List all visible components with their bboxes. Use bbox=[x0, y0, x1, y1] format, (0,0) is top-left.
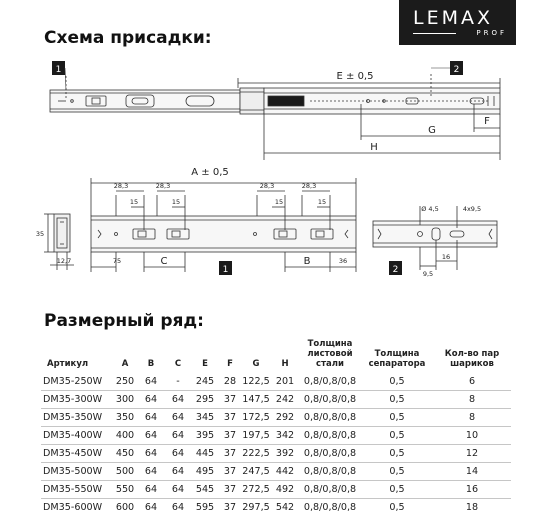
table-cell: 201 bbox=[271, 373, 299, 391]
table-row bbox=[41, 391, 511, 409]
table-cell: 350 bbox=[113, 409, 137, 427]
callout-1-text: 1 bbox=[56, 65, 62, 75]
table-cell: 450 bbox=[113, 445, 137, 463]
table-cell: 400 bbox=[113, 427, 137, 445]
table-cell: 64 bbox=[165, 409, 191, 427]
table-cell: 64 bbox=[137, 481, 165, 499]
col-header-article: Артикул bbox=[41, 339, 113, 373]
table-cell: 197,5 bbox=[241, 427, 271, 445]
table-cell: 392 bbox=[271, 445, 299, 463]
table-cell: 64 bbox=[165, 427, 191, 445]
col-header-c: C bbox=[165, 339, 191, 373]
table-cell: 64 bbox=[165, 463, 191, 481]
table-cell: 492 bbox=[271, 481, 299, 499]
table-cell: 0,5 bbox=[361, 499, 433, 516]
table-cell: 16 bbox=[433, 481, 511, 499]
table-cell: 242 bbox=[271, 391, 299, 409]
table-cell: 37 bbox=[219, 391, 241, 409]
table-cell: DM35-450W bbox=[41, 445, 113, 463]
table-cell: 37 bbox=[219, 463, 241, 481]
table-cell: 37 bbox=[219, 481, 241, 499]
col-header-separator: Толщина сепаратора bbox=[361, 339, 433, 373]
table-cell: 64 bbox=[137, 463, 165, 481]
extended-slide-drawing bbox=[50, 88, 500, 114]
table-cell: 147,5 bbox=[241, 391, 271, 409]
dim-16: 16 bbox=[442, 253, 450, 261]
col-header-balls: Кол-во пар шариков bbox=[433, 339, 511, 373]
table-cell: 550 bbox=[113, 481, 137, 499]
table-cell: 64 bbox=[165, 391, 191, 409]
dim-12-7: 12,7 bbox=[57, 257, 71, 265]
table-cell: 292 bbox=[271, 409, 299, 427]
table-cell: 8 bbox=[433, 409, 511, 427]
mounting-rail-drawing bbox=[91, 216, 356, 252]
table-cell: 250 bbox=[113, 373, 137, 391]
table-cell: 37 bbox=[219, 445, 241, 463]
table-cell: 442 bbox=[271, 463, 299, 481]
table-cell: 295 bbox=[191, 391, 219, 409]
table-cell: 172,5 bbox=[241, 409, 271, 427]
table-cell: DM35-300W bbox=[41, 391, 113, 409]
table-cell: 545 bbox=[191, 481, 219, 499]
table-cell: 0,5 bbox=[361, 481, 433, 499]
dim-e: E ± 0,5 bbox=[337, 71, 374, 82]
table-cell: 0,8/0,8/0,8 bbox=[299, 373, 361, 391]
table-cell: 37 bbox=[219, 409, 241, 427]
table-cell: - bbox=[165, 373, 191, 391]
table-cell: 0,5 bbox=[361, 391, 433, 409]
dim-b: B bbox=[304, 256, 311, 267]
table-cell: DM35-250W bbox=[41, 373, 113, 391]
table-header-row bbox=[41, 339, 511, 373]
table-cell: 0,8/0,8/0,8 bbox=[299, 391, 361, 409]
table-row bbox=[41, 499, 511, 516]
table-cell: DM35-600W bbox=[41, 499, 113, 516]
table-cell: 272,5 bbox=[241, 481, 271, 499]
dim-28-3-c: 28,3 bbox=[260, 182, 274, 190]
dim-15-c: 15 bbox=[275, 198, 283, 206]
table-cell: 0,8/0,8/0,8 bbox=[299, 427, 361, 445]
table-cell: 395 bbox=[191, 427, 219, 445]
table-cell: 297,5 bbox=[241, 499, 271, 516]
table-cell: 0,5 bbox=[361, 409, 433, 427]
rail-cross-section bbox=[54, 214, 70, 252]
table-cell: 345 bbox=[191, 409, 219, 427]
table-cell: 300 bbox=[113, 391, 137, 409]
dim-28-3-a: 28,3 bbox=[114, 182, 128, 190]
table-cell: 0,5 bbox=[361, 445, 433, 463]
table-cell: 37 bbox=[219, 427, 241, 445]
table-cell: 122,5 bbox=[241, 373, 271, 391]
dim-15-a: 15 bbox=[130, 198, 138, 206]
table-cell: 6 bbox=[433, 373, 511, 391]
table-cell: 64 bbox=[165, 481, 191, 499]
table-row bbox=[41, 427, 511, 445]
dim-15-b: 15 bbox=[172, 198, 180, 206]
dim-f: F bbox=[484, 116, 490, 127]
col-header-f: F bbox=[219, 339, 241, 373]
table-row bbox=[41, 463, 511, 481]
bracket-drawing bbox=[373, 221, 497, 247]
table-cell: 245 bbox=[191, 373, 219, 391]
table-cell: 64 bbox=[165, 445, 191, 463]
table-cell: 14 bbox=[433, 463, 511, 481]
table-row bbox=[41, 409, 511, 427]
table-cell: 8 bbox=[433, 391, 511, 409]
table-cell: 64 bbox=[137, 445, 165, 463]
logo-wordmark: LEMAX bbox=[413, 7, 493, 29]
col-header-b: B bbox=[137, 339, 165, 373]
table-cell: 0,8/0,8/0,8 bbox=[299, 409, 361, 427]
table-cell: DM35-500W bbox=[41, 463, 113, 481]
table-cell: 222,5 bbox=[241, 445, 271, 463]
dim-28-3-b: 28,3 bbox=[156, 182, 170, 190]
dim-36: 36 bbox=[339, 257, 347, 265]
size-table bbox=[41, 339, 511, 516]
table-cell: 247,5 bbox=[241, 463, 271, 481]
table-cell: 0,8/0,8/0,8 bbox=[299, 463, 361, 481]
table-cell: DM35-400W bbox=[41, 427, 113, 445]
table-cell: 595 bbox=[191, 499, 219, 516]
dim-hole: Ø 4,5 bbox=[421, 205, 439, 213]
table-cell: 10 bbox=[433, 427, 511, 445]
table-cell: 28 bbox=[219, 373, 241, 391]
section-title-scheme: Схема присадки: bbox=[44, 28, 212, 48]
table-cell: 445 bbox=[191, 445, 219, 463]
table-row bbox=[41, 445, 511, 463]
table-cell: 64 bbox=[165, 499, 191, 516]
dim-a: A ± 0,5 bbox=[191, 167, 228, 178]
dim-h: H bbox=[370, 142, 378, 153]
dim-c: C bbox=[161, 256, 168, 267]
callout-2b-text: 2 bbox=[393, 265, 399, 275]
dim-slot: 4x9,5 bbox=[463, 205, 481, 213]
table-cell: 64 bbox=[137, 409, 165, 427]
col-header-steel: Толщина листовой стали bbox=[299, 339, 361, 373]
table-cell: 18 bbox=[433, 499, 511, 516]
table-cell: 37 bbox=[219, 499, 241, 516]
table-row bbox=[41, 481, 511, 499]
table-cell: 64 bbox=[137, 373, 165, 391]
table-cell: 500 bbox=[113, 463, 137, 481]
dim-28-3-d: 28,3 bbox=[302, 182, 316, 190]
table-cell: 64 bbox=[137, 391, 165, 409]
table-cell: 64 bbox=[137, 427, 165, 445]
dim-15-d: 15 bbox=[318, 198, 326, 206]
section-title-sizes: Размерный ряд: bbox=[44, 311, 204, 331]
dim-9-5: 9,5 bbox=[423, 270, 433, 278]
col-header-a: A bbox=[113, 339, 137, 373]
table-cell: 0,8/0,8/0,8 bbox=[299, 481, 361, 499]
col-header-h: H bbox=[271, 339, 299, 373]
table-cell: 0,8/0,8/0,8 bbox=[299, 445, 361, 463]
table-cell: 342 bbox=[271, 427, 299, 445]
logo-subtext: PROF bbox=[476, 29, 507, 37]
dim-75: 75 bbox=[113, 257, 121, 265]
table-row bbox=[41, 373, 511, 391]
table-cell: 64 bbox=[137, 499, 165, 516]
col-header-e: E bbox=[191, 339, 219, 373]
table-cell: 600 bbox=[113, 499, 137, 516]
callout-2-text: 2 bbox=[454, 65, 460, 75]
table-cell: 0,5 bbox=[361, 463, 433, 481]
table-cell: 542 bbox=[271, 499, 299, 516]
table-cell: 0,8/0,8/0,8 bbox=[299, 499, 361, 516]
table-cell: 0,5 bbox=[361, 427, 433, 445]
col-header-g: G bbox=[241, 339, 271, 373]
table-cell: 495 bbox=[191, 463, 219, 481]
table-cell: 0,5 bbox=[361, 373, 433, 391]
table-cell: 12 bbox=[433, 445, 511, 463]
table-cell: DM35-350W bbox=[41, 409, 113, 427]
dim-g: G bbox=[428, 125, 436, 136]
callout-1b-text: 1 bbox=[223, 265, 229, 275]
table-cell: DM35-550W bbox=[41, 481, 113, 499]
dim-35: 35 bbox=[36, 230, 44, 238]
